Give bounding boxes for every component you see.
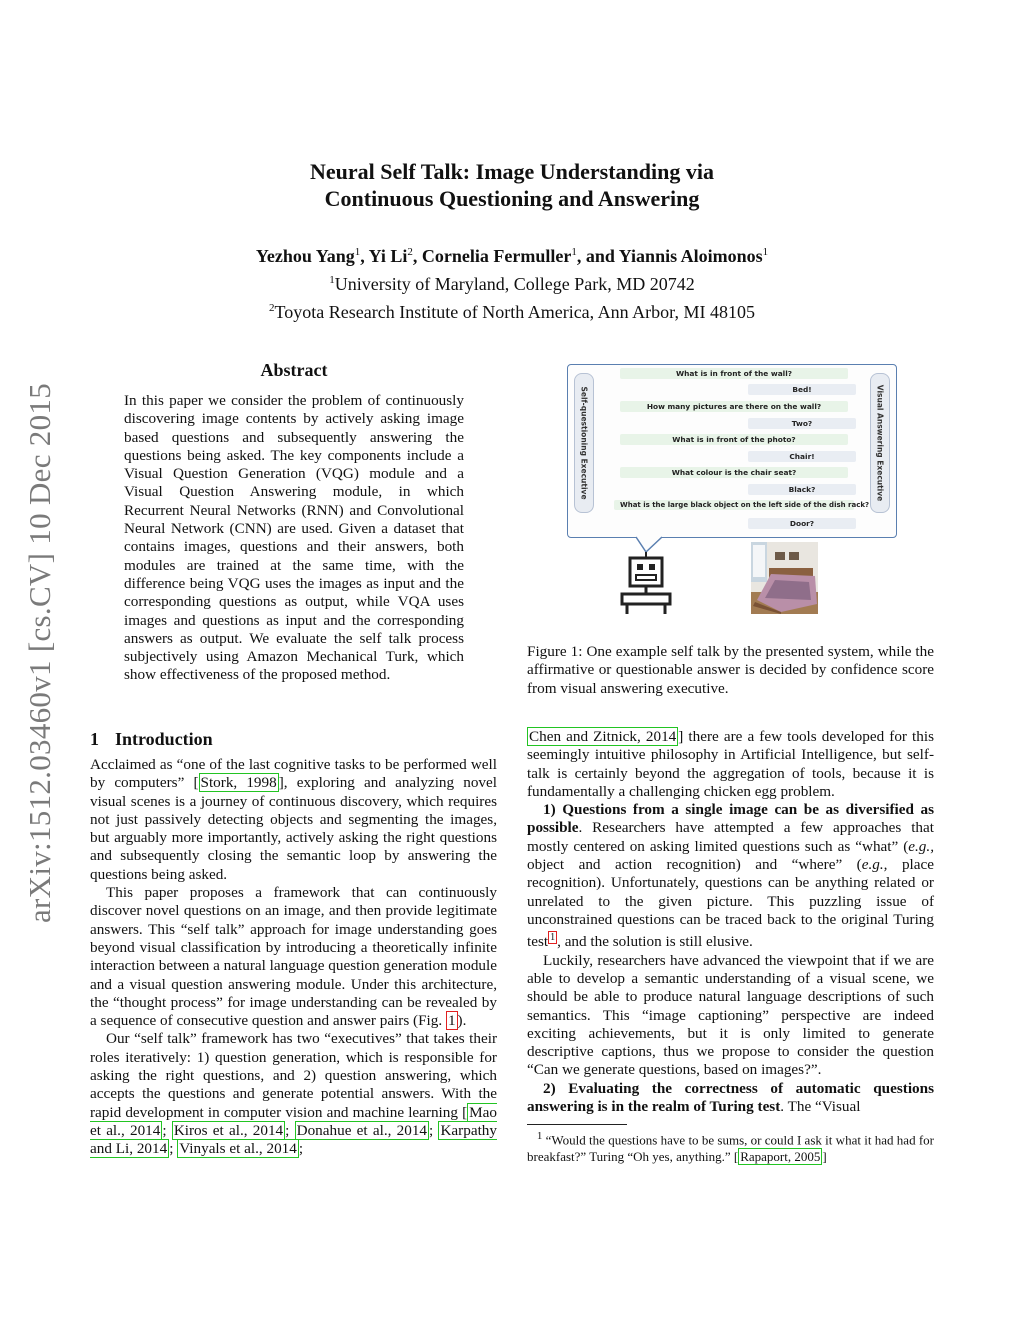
author-sup: 1 (354, 246, 361, 258)
author-fermuller: Cornelia Fermuller (421, 246, 572, 266)
title-line-2: Continuous Questioning and Answering (324, 186, 700, 211)
paper-title (0, 158, 1024, 212)
aff-text: University of Maryland, College Park, MD 20742 (334, 274, 695, 294)
figure-ref-link[interactable]: 1 (447, 1012, 456, 1030)
citation-link[interactable]: Mao et al., 2014 (90, 1103, 497, 1139)
intro-paragraph-3-cont: Chen and Zitnick, 2014 ] there are a few tools developed for this seemingly intuitive philosophy in Artificial Intelligence, but self-talk is certainly beyond the aggregation of tools, because it is fundamentally a challenging chicken egg problem. (527, 728, 934, 800)
figure-caption: Figure 1: One example self talk by the presented system, while the affirmative or questionable answer is decided by confidence score from visual answering executive. (527, 643, 934, 697)
author-li: Yi Li (368, 246, 408, 266)
section-number: 1 (90, 729, 99, 749)
aff-sup: 1 (329, 274, 335, 286)
citation-link[interactable]: Vinyals et al., 2014 (179, 1140, 297, 1158)
dialog-question: What is the large black object on the left side of the dish rack? (614, 500, 854, 510)
author-aloimonos: and Yiannis Aloimonos (585, 246, 763, 266)
intro-paragraph-5: Luckily, researchers have advanced the viewpoint that if we are able to develop a semantic understanding of a visual scene, we should be able to produce natural language descriptions of such semantics. This “image captioning” perspective are indeed exciting achievements, but it is only limited to generate descriptive captions, thus we propose to consider the question “Can we generate questions, based on images?”. (527, 951, 934, 1079)
intro-right-column (527, 728, 934, 1116)
dialog-answer: Chair! (748, 451, 856, 462)
footnote-ref-link[interactable]: 1 (550, 932, 556, 944)
author-sup: 2 (407, 246, 413, 258)
self-questioning-label: Self-questioning Executive (579, 386, 589, 500)
citation-link[interactable]: Karpathy and Li, 2014 (90, 1121, 497, 1158)
footnote-rule (527, 1124, 627, 1125)
dialog-answer: Black? (748, 484, 856, 495)
citation-link[interactable]: Donahue et al., 2014 (296, 1121, 428, 1139)
intro-paragraph-1: Acclaimed as “one of the last cognitive tasks to be performed well by computers” [ Stork, 1998 ], exploring and analyzing novel visual scenes is a journey of continuous discovery, which requires not just passively detecting objects and segmenting the images, but arguably more importantly, actively asking the right questions and subsequently closing the semantic loop by answering the questions being asked. (90, 756, 497, 883)
intro-paragraph-3: Our “self talk” framework has two “executives” that takes their roles iteratively: 1) question generation, which is responsible for asking the right questions, and 2) question answering, which accepts the questions and generate potential answers. With the rapid development in computer vision and machine learning [ Mao et al., 2014 ; Kiros et al., 2014 ; Donahue et al., 2014 ; Karpathy and Li, 2014 ; Vinyals et al., 2014 ; (90, 1030, 497, 1158)
visual-answering-bar (870, 373, 890, 513)
section-heading (90, 729, 229, 750)
dialog-question: What colour is the chair seat? (620, 467, 848, 478)
self-questioning-bar (574, 373, 594, 513)
section-title: Introduction (115, 729, 213, 749)
citation-link[interactable]: Chen and Zitnick, 2014 (529, 728, 677, 745)
aff-sup: 2 (269, 302, 275, 314)
citation-link[interactable]: Stork, 1998 (200, 774, 277, 792)
intro-paragraph-2: This paper proposes a framework that can continuously discover novel questions on an image, and then provide legitimate answers. This “self talk” approach for image understanding goes beyond visual classification by introducing a theoretically infinite interaction between a natural language question generation module and a visual question answering module. Under this architecture, the “thought process” for image understanding can be revealed by a sequence of consecutive question and answer pairs (Fig. 1 ). (90, 884, 497, 1030)
affiliation-2 (0, 296, 1024, 324)
intro-paragraph-4: 1) Questions from a single image can be as diversified as possible. Researchers have attempted a few approaches that mostly centered on asking limited questions such as “what” (e.g., object and action recognition) and “where” (e.g., place recognition). Unfortunately, questions can be anything related or unrelated to the given picture. This puzzling issue of unconstrained questions can be traced back to the original Turing test $^1$ , and the solution is still elusive. (527, 801, 934, 951)
arxiv-stamp: arXiv:1512.03460v1 [cs.CV] 10 Dec 2015 (22, 382, 57, 924)
dialog-answer: Bed! (748, 384, 856, 395)
author-names: Yezhou Yang$^1$, Yi Li$^2$, Cornelia Fermuller$^1$, and Yiannis Aloimonos$^1$ (255, 246, 769, 266)
dialog-answer: Two? (748, 418, 856, 429)
aff-text: Toyota Research Institute of North America, Ann Arbor, MI 48105 (274, 302, 755, 322)
dialog-question: What is in front of the photo? (620, 434, 848, 445)
author-sup: 1 (762, 246, 769, 258)
abstract-text: In this paper we consider the problem of continuously discovering image contents by actively asking image based questions and subsequently answering the questions being asked. The key components include a Visual Question Generation (VQG) module and a Visual Question Answering module, in which Recurrent Neural Networks (RNN) and Convolutional Neural Network (CNN) are used. Given a dataset that contains images, questions and their answers, both modules are trained at the same time, with the difference being VQG uses the images as input and the corresponding questions as output, while VQA uses images and questions as input and the corresponding answers as output. We evaluate the self talk process subjectively using Amazon Mechanical Turk, which show effectiveness of the proposed method. (124, 392, 464, 684)
citation-link[interactable]: Rapaport, 2005 (740, 1148, 821, 1164)
dialog-answer: Door? (748, 518, 856, 529)
visual-answering-label: Visual Answering Executive (875, 384, 885, 502)
intro-paragraph-6: 2) Evaluating the correctness of automatic questions answering is in the realm of Turing test. The “Visual (527, 1079, 934, 1115)
citation-link[interactable]: Kiros et al., 2014 (173, 1121, 284, 1139)
dialog-question: How many pictures are there on the wall? (620, 401, 848, 412)
dialog-question: What is in front of the wall? (620, 368, 848, 379)
author-yang: Yezhou Yang (255, 246, 355, 266)
footnote-number: 1 (536, 1130, 543, 1142)
intro-left-column (90, 756, 497, 1159)
author-block (0, 240, 1024, 324)
figure-dialog-box (567, 364, 897, 538)
robot-icon (600, 530, 700, 620)
footnote-text: “Would the questions have to be sums, or could I ask it what it had had for breakfast?” Turing “Oh yes, anything.” [ (527, 1132, 935, 1164)
author-sup: 1 (571, 246, 577, 258)
footnote: $^1$ “Would the questions have to be sums, or could I ask it what it had had for breakfast?” Turing “Oh yes, anything.” [ Rapaport, 2005 ] (527, 1130, 935, 1164)
affiliation-1 (0, 268, 1024, 296)
title-line-1: Neural Self Talk: Image Understanding via (310, 159, 714, 184)
abstract-heading: Abstract (260, 360, 328, 380)
bedroom-photo (751, 542, 818, 614)
